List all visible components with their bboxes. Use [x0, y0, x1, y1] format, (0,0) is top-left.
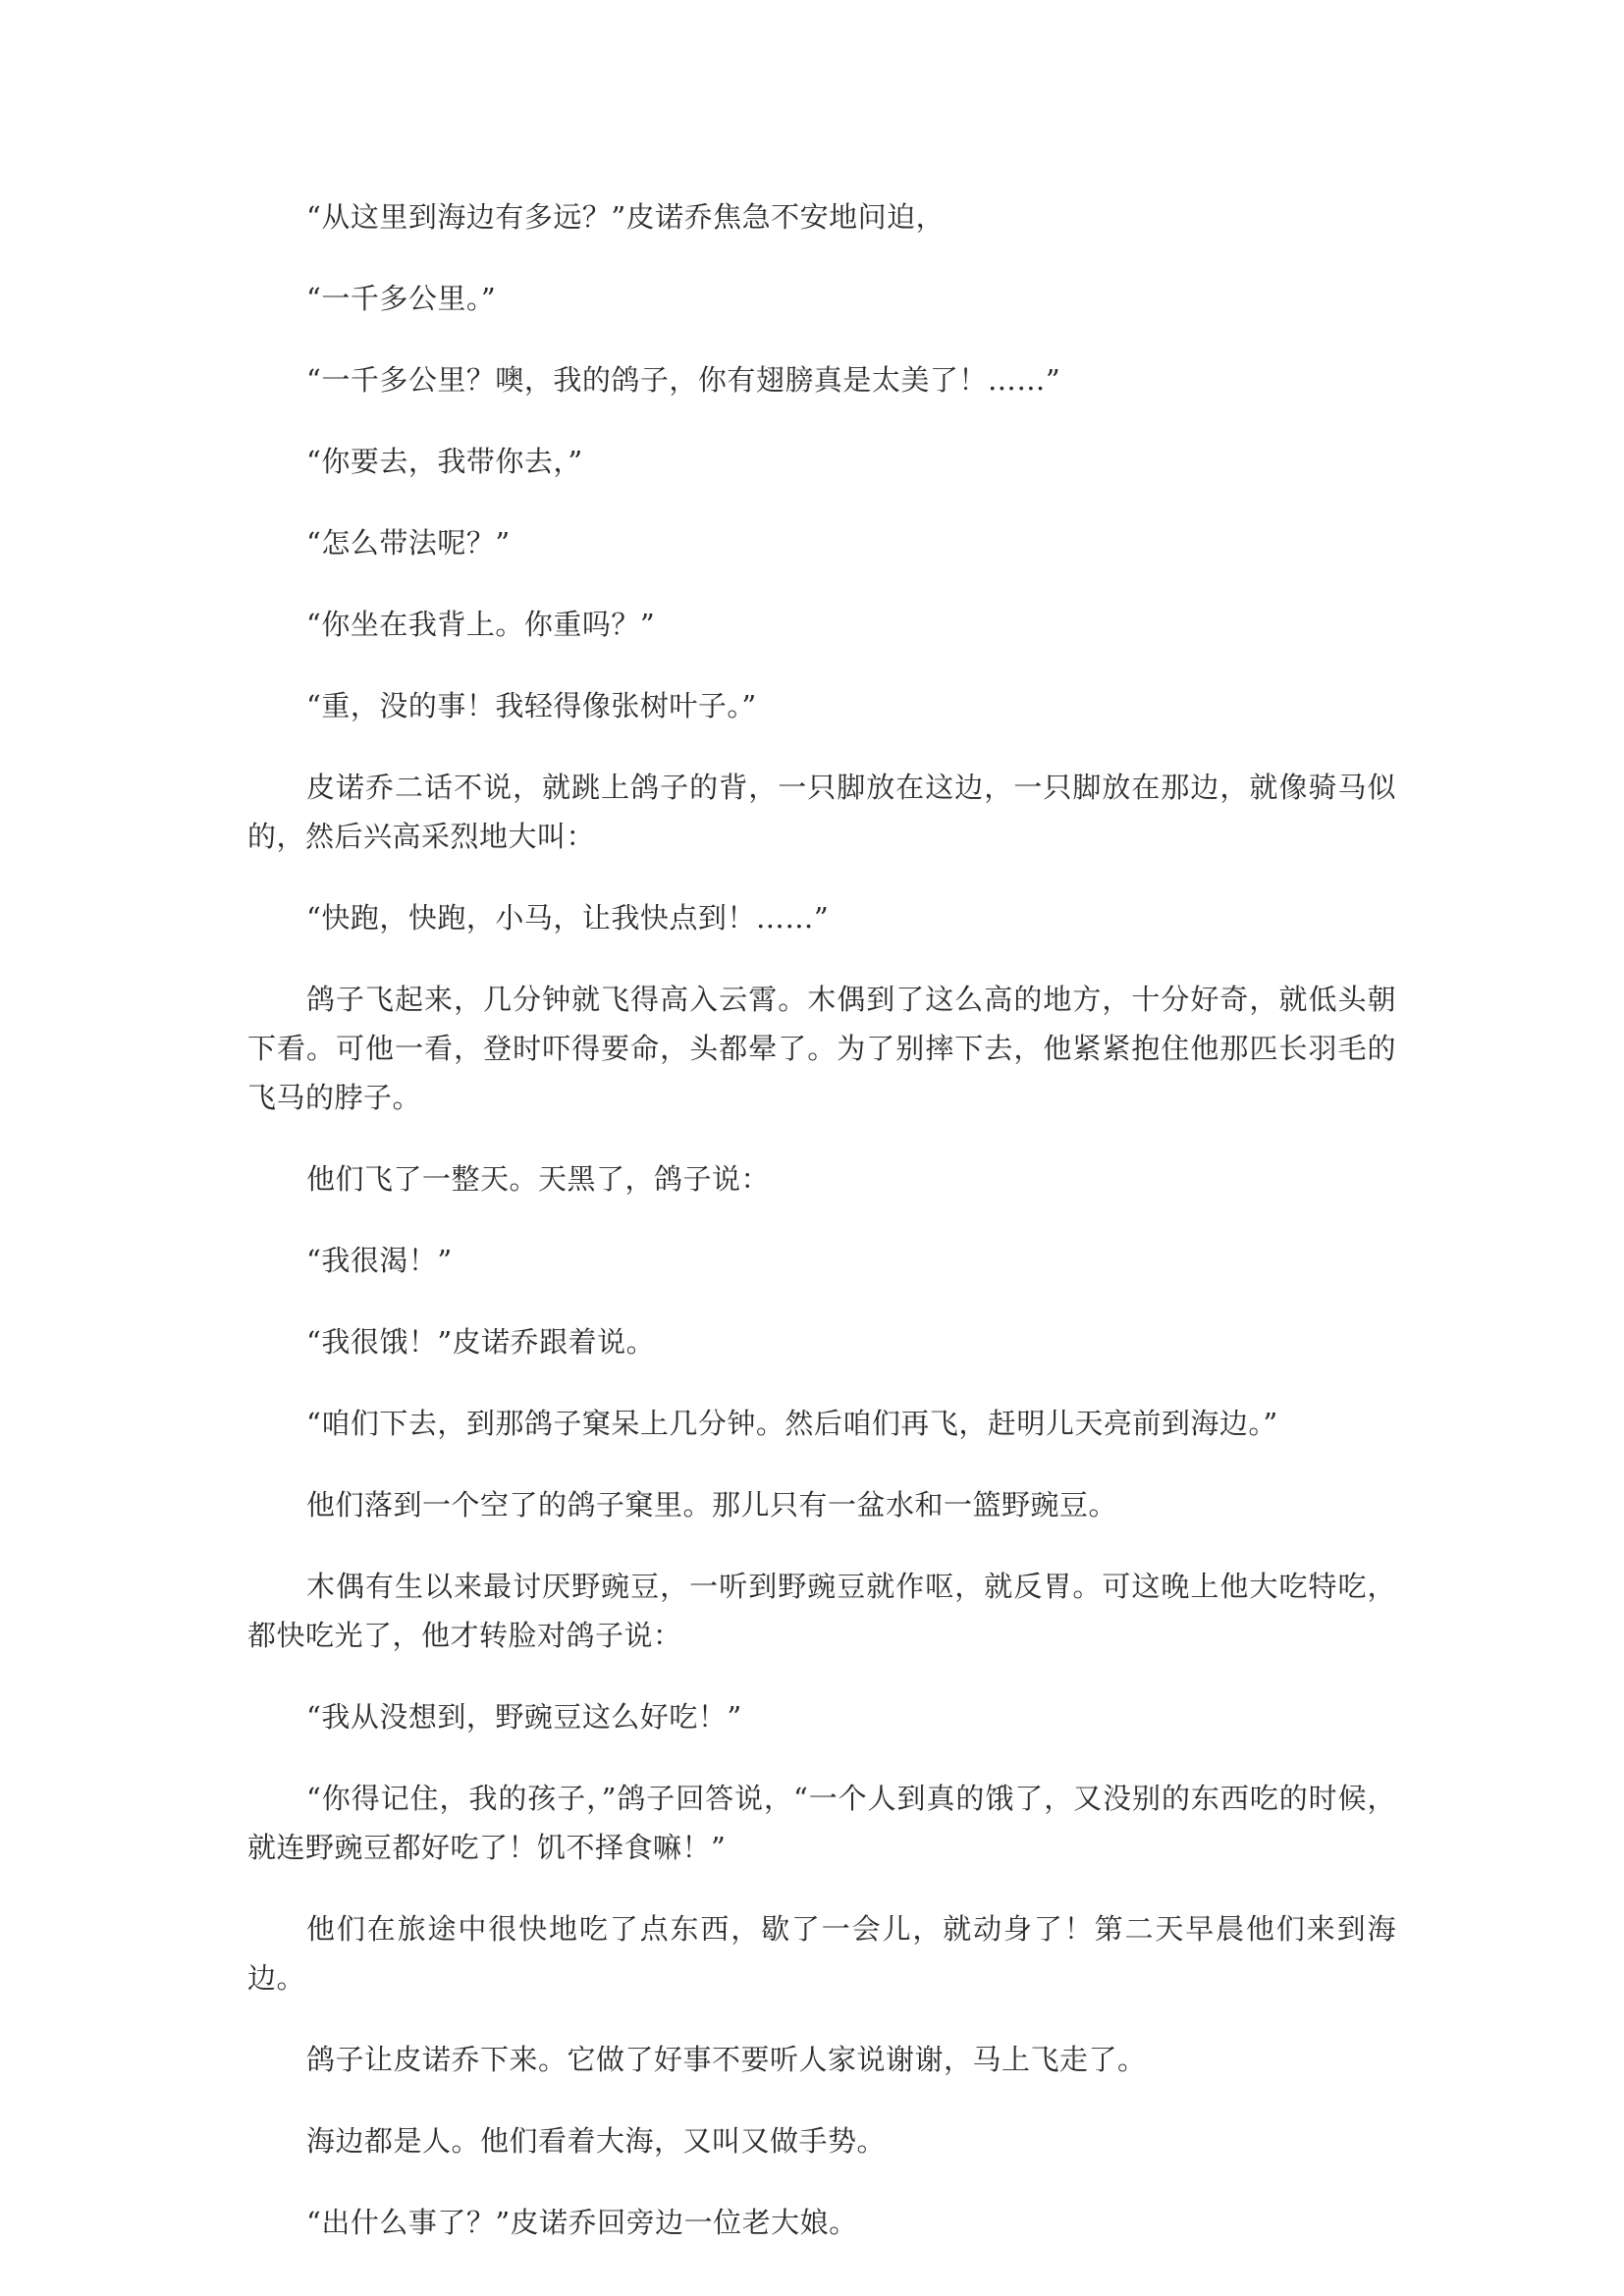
paragraph: 海边都是人。他们看着大海，又叫又做手势。	[306, 2124, 887, 2158]
paragraph: 他们落到一个空了的鸽子窠里。那儿只有一盆水和一篮野豌豆。	[306, 1488, 1118, 1522]
paragraph: “咱们下去，到那鸽子窠呆上几分钟。然后咱们再飞，赶明儿天亮前到海边。”	[306, 1407, 1278, 1440]
paragraph: “我很渴！”	[306, 1244, 453, 1277]
paragraph: 木偶有生以来最讨厌野豌豆，一听到野豌豆就作呕，就反胃。可这晚上他大吃特吃，都快吃光了，他才转脸对鸽子说：	[247, 1570, 1396, 1652]
paragraph: “你得记住，我的孩子，”鸽子回答说，“一个人到真的饿了，又没别的东西吃的时候，就连野豌豆都好吃了！饥不择食嘛！”	[247, 1782, 1396, 1864]
paragraph: “一千多公里。”	[306, 282, 497, 315]
paragraph: “一千多公里？噢，我的鸽子，你有翅膀真是太美了！……”	[306, 363, 1061, 397]
paragraph: “我从没想到，野豌豆这么好吃！”	[306, 1700, 742, 1734]
story-text	[247, 192, 1396, 2279]
paragraph: 他们飞了一整天。天黑了，鸽子说：	[306, 1162, 771, 1196]
paragraph: “快跑，快跑，小马，让我快点到！……”	[306, 901, 830, 934]
paragraph: “你坐在我背上。你重吗？”	[306, 608, 656, 641]
paragraph: 他们在旅途中很快地吃了点东西，歇了一会儿，就动身了！第二天早晨他们来到海边。	[247, 1912, 1396, 1995]
paragraph: 鸽子飞起来，几分钟就飞得高入云霄。木偶到了这么高的地方，十分好奇，就低头朝下看。可他一看，登时吓得要命，头都晕了。为了别摔下去，他紧紧抱住他那匹长羽毛的飞马的脖子。	[247, 983, 1396, 1114]
paragraph: 皮诺乔二话不说，就跳上鸽子的背，一只脚放在这边，一只脚放在那边，就像骑马似的，然后兴高采烈地大叫：	[247, 771, 1396, 853]
paragraph: 鸽子让皮诺乔下来。它做了好事不要听人家说谢谢，马上飞走了。	[306, 2043, 1147, 2076]
paragraph: “出什么事了？”皮诺乔回旁边一位老大娘。	[306, 2206, 858, 2239]
paragraph: “重，没的事！我轻得像张树叶子。”	[306, 689, 757, 722]
paragraph: “怎么带法呢？”	[306, 526, 511, 560]
paragraph: “我很饿！”皮诺乔跟着说。	[306, 1325, 656, 1359]
paragraph: “你要去，我带你去，”	[306, 445, 583, 478]
paragraph: “从这里到海边有多远？”皮诺乔焦急不安地问迫，	[306, 200, 946, 234]
